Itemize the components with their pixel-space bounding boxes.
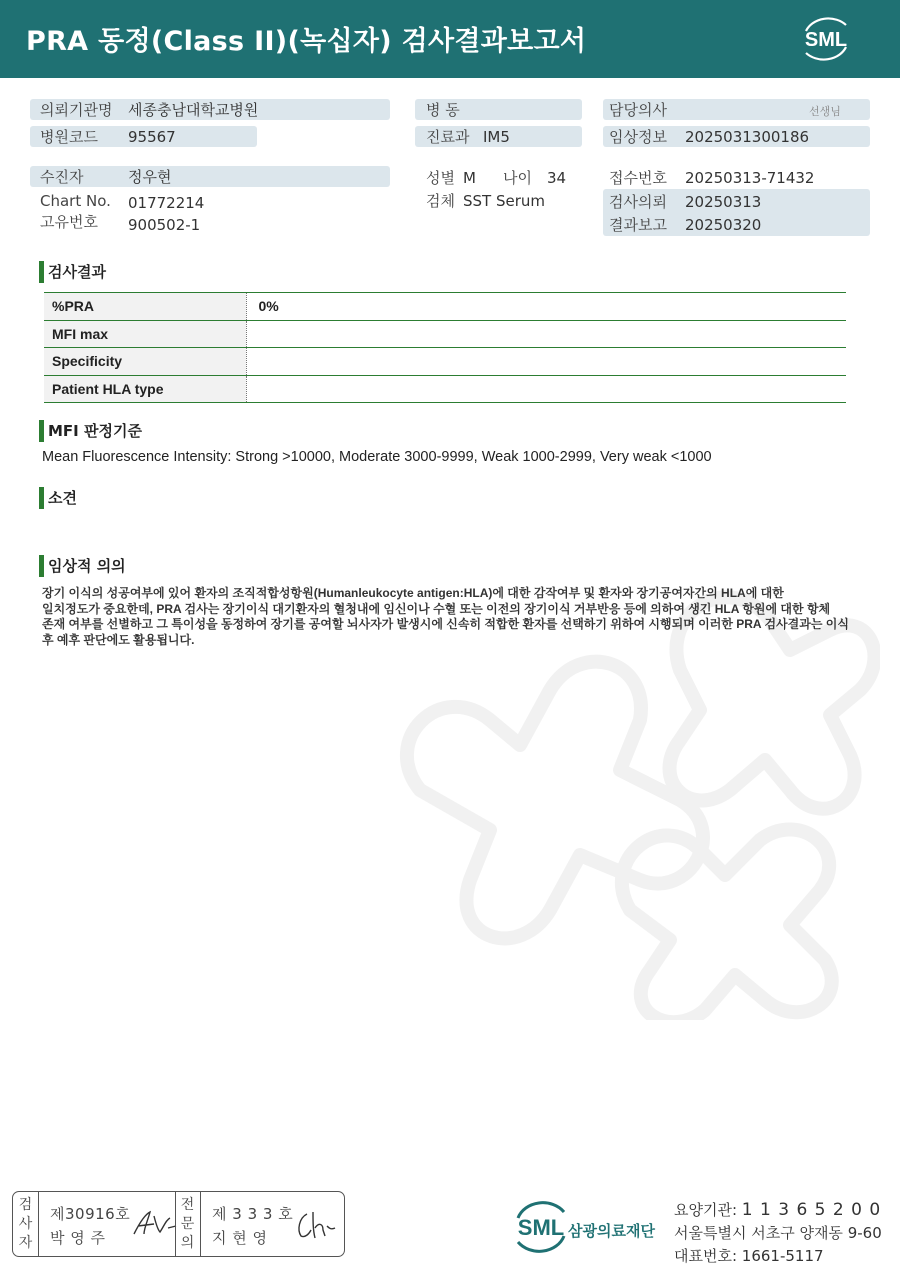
test-request-value: 20250313 (685, 193, 762, 211)
test-request-label: 검사의뢰 (609, 193, 667, 211)
result-label: MFI max (44, 320, 246, 348)
result-label: %PRA (44, 293, 246, 321)
result-report-label: 결과보고 (609, 216, 667, 234)
examiner-label-text (13, 1196, 38, 1253)
specialist-license: 제 3 3 3 호 (212, 1205, 294, 1223)
doctor-label: 담당의사 (609, 101, 667, 119)
table-row (44, 320, 846, 348)
institution-label: 요양기관: (674, 1201, 738, 1219)
specialist-name: 지 현 영 (212, 1229, 268, 1247)
stacked-char: 자 (18, 1234, 33, 1251)
table-row (44, 348, 846, 376)
clinical-info-value: 2025031300186 (685, 128, 810, 146)
specialist-signature (293, 1208, 337, 1242)
foundation-name: 삼광의료재단 (568, 1222, 655, 1240)
sex-value: M (463, 169, 476, 187)
receipt-value: 20250313-71432 (685, 169, 815, 187)
requester-value: 세종충남대학교병원 (128, 101, 259, 119)
clinical-line: 후 예후 판단에도 활용됩니다. (42, 632, 195, 647)
svg-text:SML: SML (517, 1215, 565, 1240)
specialist-label (175, 1192, 201, 1256)
mfi-heading: MFI 판정기준 (39, 420, 142, 442)
specimen-label: 검체 (426, 192, 455, 210)
clinical-line: 일치정도가 중요한데, PRA 검사는 장기이식 대기환자의 혈청내에 임신이나 수혈 또는 이전의 장기이식 거부반응 등에 의하여 생긴 HLA 항원에 대한 항체 (42, 601, 831, 616)
table-row (44, 293, 846, 321)
specialist-label-text (175, 1196, 200, 1253)
phone-label: 대표번호: (674, 1247, 738, 1265)
result-label: Patient HLA type (44, 375, 246, 403)
clinical-line: 장기 이식의 성공여부에 있어 환자의 조직적합성항원(Humanleukocyte antigen:HLA)에 대한 감작여부 및 환자와 장기공여자간의 HLA에 대한 (42, 586, 784, 600)
results-heading: 검사결과 (39, 261, 106, 283)
report-title: PRA 동정(Class II)(녹십자) 검사결과보고서 (26, 26, 587, 57)
mfi-criteria-text: Mean Fluorescence Intensity: Strong >10000, Moderate 3000-9999, Weak 1000-2999, Very weak <1000 (42, 449, 712, 465)
result-report-value: 20250320 (685, 216, 762, 234)
age-label: 나이 (503, 169, 532, 187)
opinion-heading: 소견 (39, 487, 77, 509)
unique-no-value: 900502-1 (128, 216, 201, 234)
svg-text:SML: SML (804, 29, 848, 51)
phone-value: 1661-5117 (741, 1247, 824, 1265)
clinical-text (42, 586, 852, 648)
examiner-signature (130, 1208, 178, 1240)
result-label: Specificity (44, 348, 246, 376)
institution-line (674, 1199, 881, 1220)
clinical-line: 존재 여부를 선별하고 그 특이성을 동정하여 장기를 공여할 뇌사자가 발생시에 신속히 적합한 환자를 선택하기 위하여 시행되며 이러한 PRA 검사결과는 이식 (42, 617, 849, 631)
result-value: 0% (246, 293, 846, 321)
chart-no-value: 01772214 (128, 194, 205, 212)
result-value (246, 320, 846, 348)
examiner-name: 박 영 주 (50, 1229, 106, 1247)
examiner-license: 제30916호 (50, 1205, 131, 1223)
results-table (44, 292, 846, 403)
sex-label: 성별 (426, 169, 455, 187)
stacked-char: 사 (18, 1215, 33, 1232)
patient-name-label: 수진자 (40, 168, 84, 186)
chart-no-label: Chart No. (40, 192, 111, 210)
stacked-char: 전 (180, 1196, 195, 1213)
stacked-char: 검 (18, 1196, 33, 1213)
hospital-code-value: 95567 (128, 128, 176, 146)
clinical-info-label: 임상정보 (609, 128, 667, 146)
ward-label: 병 동 (426, 101, 460, 119)
hospital-code-label: 병원코드 (40, 128, 98, 146)
stacked-char: 의 (180, 1234, 195, 1251)
address: 서울특별시 서초구 양재동 9-60 (674, 1224, 882, 1242)
age-value: 34 (547, 169, 567, 187)
unique-no-label: 고유번호 (40, 213, 98, 231)
report-header (0, 0, 900, 78)
examiner-label (13, 1192, 39, 1256)
requester-label: 의뢰기관명 (40, 101, 113, 119)
label-bar-patient (30, 166, 390, 187)
signature-box (12, 1191, 345, 1257)
department-value: IM5 (483, 128, 510, 146)
table-row (44, 375, 846, 403)
footer-sml-logo (510, 1198, 572, 1256)
phone-line (674, 1245, 824, 1266)
department-label: 진료과 (426, 128, 470, 146)
clinical-heading: 임상적 의의 (39, 555, 126, 577)
sml-logo (796, 13, 856, 65)
institution-code: 1 1 3 6 5 2 0 0 (741, 1200, 882, 1220)
doctor-suffix: 선생님 (809, 105, 841, 118)
result-value (246, 348, 846, 376)
result-value (246, 375, 846, 403)
stacked-char: 문 (180, 1215, 195, 1232)
specimen-value: SST Serum (463, 192, 546, 210)
patient-name-value: 정우현 (128, 168, 172, 186)
receipt-label: 접수번호 (609, 169, 667, 187)
